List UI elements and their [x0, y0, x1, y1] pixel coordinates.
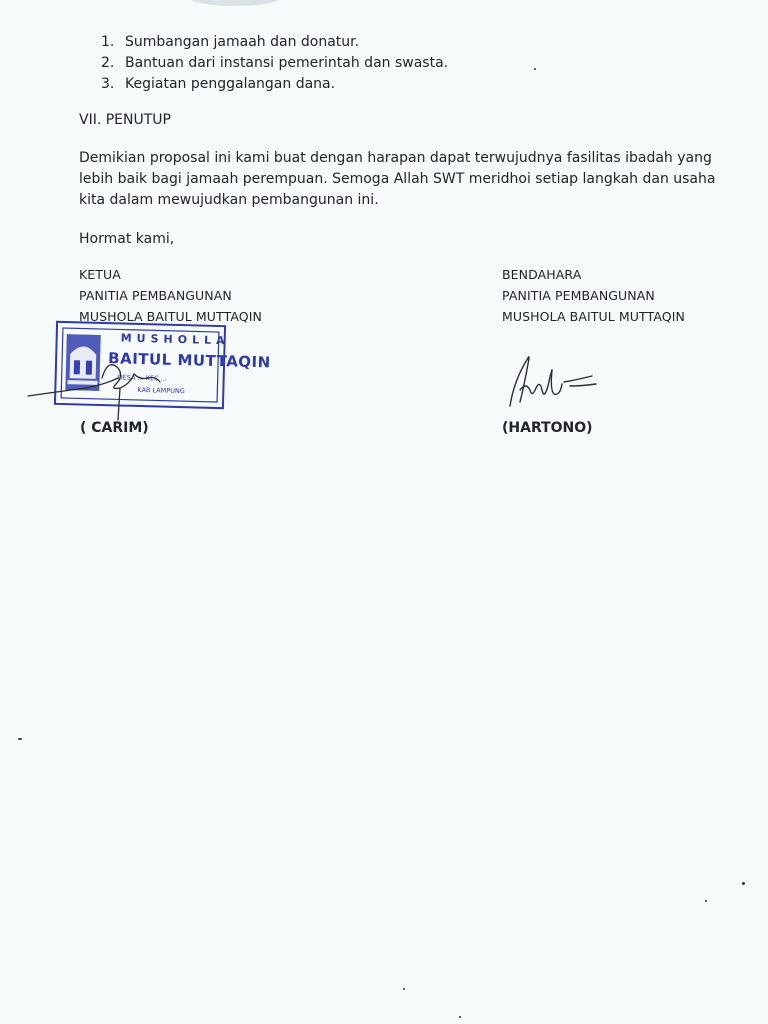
left-committee: PANITIA PEMBANGUNAN	[79, 288, 232, 303]
stamp-main-text: BAITUL MUTTAQIN	[107, 349, 271, 372]
scan-speck	[534, 68, 536, 70]
scan-speck	[403, 988, 405, 990]
paragraph-line: kita dalam mewujudkan pembangunan ini.	[79, 192, 379, 208]
scan-speck	[18, 738, 22, 740]
right-org: MUSHOLA BAITUL MUTTAQIN	[502, 309, 685, 324]
closing-paragraph	[79, 148, 719, 211]
scan-speck	[705, 900, 707, 902]
list-item: 1. Sumbangan jamaah dan donatur.	[101, 34, 360, 50]
scan-edge-shadow	[190, 0, 280, 6]
left-org: MUSHOLA BAITUL MUTTAQIN	[79, 309, 262, 324]
list-item: 3. Kegiatan penggalangan dana.	[101, 76, 336, 92]
salutation: Hormat kami,	[79, 231, 175, 247]
section-heading: VII. PENUTUP	[79, 112, 171, 128]
left-role: KETUA	[79, 267, 121, 282]
right-role: BENDAHARA	[502, 267, 582, 282]
stamp-small-text: DESA ... KEC ...	[117, 373, 168, 383]
stamp-top-text: MUSHOLLA	[120, 331, 230, 348]
scan-speck	[459, 1016, 461, 1018]
left-signatory-name: ( CARIM)	[80, 420, 149, 436]
right-committee: PANITIA PEMBANGUNAN	[502, 288, 655, 303]
treasurer-signature	[500, 350, 610, 420]
stamp-small-text: KAB LAMPUNG	[137, 385, 185, 396]
scan-speck	[742, 882, 745, 885]
list-item: 2. Bantuan dari instansi pemerintah dan swasta.	[101, 55, 449, 71]
right-signatory-block	[502, 264, 685, 327]
organization-stamp	[26, 318, 271, 418]
right-signatory-name: (HARTONO)	[502, 420, 593, 436]
paragraph-line: Demikian proposal ini kami buat dengan harapan dapat terwujudnya fasilitas ibadah yang	[79, 150, 712, 166]
paragraph-line: lebih baik bagi jamaah perempuan. Semoga Allah SWT meridhoi setiap langkah dan usaha	[79, 171, 716, 187]
